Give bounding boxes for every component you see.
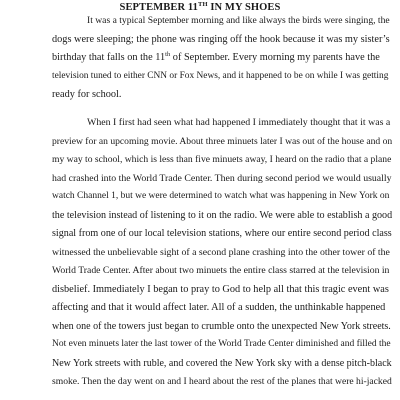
text-line: When I first had seen what had happened I immediately thought that it was a bbox=[87, 117, 391, 128]
text-line: Not even minuets later the last tower of the World Trade Center diminished and filled the bbox=[52, 339, 391, 349]
text-line bbox=[52, 51, 380, 64]
text-line: had crashed into the World Trade Center. Then during second period we would usually bbox=[52, 173, 392, 184]
text-line: dogs were sleeping; the phone was ringing off the hook because it was my sister’s bbox=[52, 34, 390, 45]
text-line: watch Channel 1, but we were determined to watch what was happening in New York on bbox=[52, 191, 390, 201]
text-line: the television instead of listening to it on the radio. We were able to establish a good bbox=[52, 210, 393, 221]
text-line: when one of the towers just began to crumble onto the unexpected New York streets. bbox=[52, 321, 391, 332]
text-line: television tuned to either CNN or Fox News, and it happened to be on while I was getting bbox=[52, 71, 389, 81]
text-line: signal from one of our local television stations, where our entire second period class bbox=[52, 228, 392, 239]
text-line: World Trade Center. After about two minuets the entire class starred at the television in bbox=[52, 265, 390, 276]
text-line: It was a typical September morning and like always the birds were singing, the bbox=[87, 15, 390, 26]
text-line: ready for school. bbox=[52, 89, 122, 100]
text-line: New York streets with ruble, and covered the New York sky with a dense pitch-black bbox=[52, 358, 392, 369]
text-fragment: birthday that falls on the 11 bbox=[52, 52, 166, 63]
text-line: preview for an upcoming movie. About three minuets later I was out of the house and on bbox=[52, 136, 393, 147]
superscript-th: th bbox=[165, 51, 171, 58]
text-line: smoke. Then the day went on and I heard about the rest of the planes that were hi-jacked bbox=[52, 376, 392, 387]
text-line: disbelief. Immediately I began to pray to God to help all that this tragic event was bbox=[52, 284, 389, 295]
title-text-end: IN MY SHOES bbox=[207, 2, 281, 13]
text-line: witnessed the unbelievable sight of a second plane crashing into the other tower of the bbox=[52, 247, 390, 258]
text-line: my way to school, which is less than five minuets away, I heard on the radio that a plane bbox=[52, 154, 392, 165]
title-superscript: TH bbox=[198, 1, 208, 8]
document-title bbox=[0, 1, 400, 14]
text-fragment: of September. Every morning my parents have the bbox=[170, 52, 380, 63]
title-text-start: SEPTEMBER 11 bbox=[119, 2, 199, 13]
text-line: affecting and that it would affect later. All of a sudden, the unthinkable happened bbox=[52, 302, 386, 313]
